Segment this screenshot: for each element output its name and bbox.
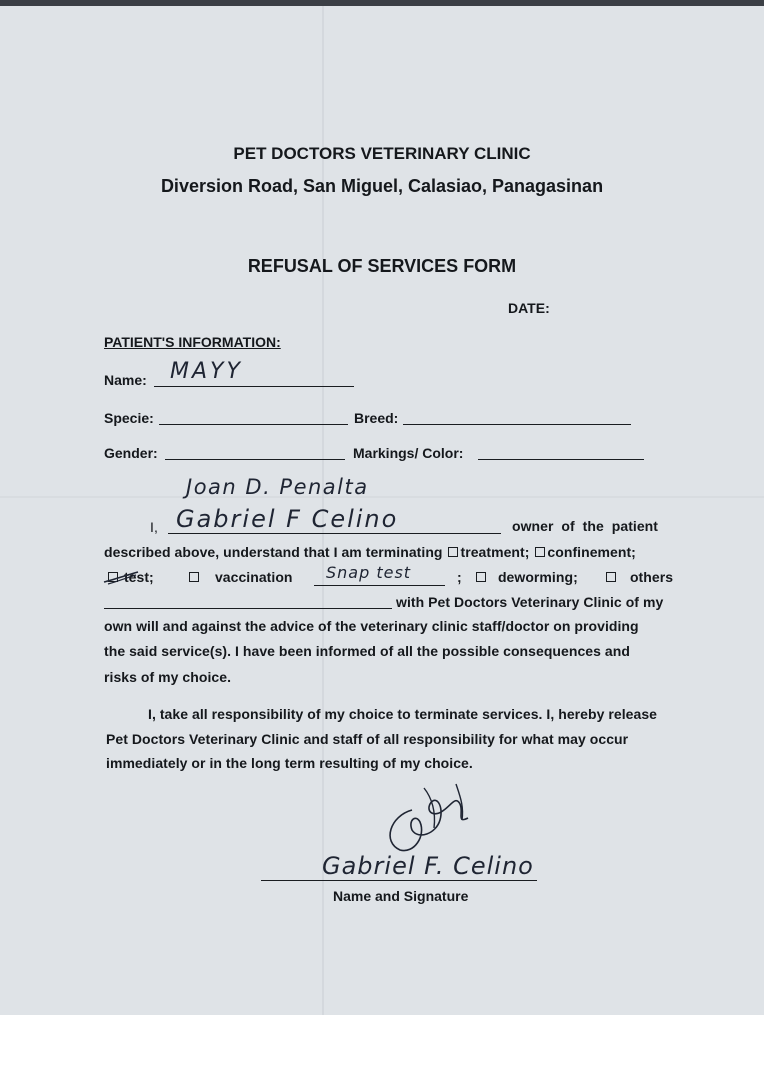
treatment-checkbox[interactable] (448, 547, 458, 557)
gender-field-line[interactable] (165, 459, 345, 460)
markings-label: Markings/ Color: (353, 445, 464, 461)
statement-line-5: own will and against the advice of the veterinary clinic staff/doctor on providing (104, 618, 639, 634)
statement-line-2 (104, 544, 636, 560)
clinic-address: Diversion Road, San Miguel, Calasiao, Panagasinan (160, 176, 604, 196)
owner-name-line[interactable] (168, 533, 501, 534)
deworming-option (474, 569, 578, 585)
gender-label: Gender: (104, 445, 158, 461)
statement-text: described above, understand that I am terminating (104, 544, 443, 560)
owner-name-handwritten-upper: Joan D. Penalta (186, 475, 369, 499)
statement-line-4: with Pet Doctors Veterinary Clinic of my (396, 594, 664, 610)
others-option (604, 569, 673, 585)
breed-label: Breed: (354, 410, 399, 426)
markings-field-line[interactable] (478, 459, 644, 460)
treatment-option-label: treatment; (460, 544, 530, 560)
form-title: REFUSAL OF SERVICES FORM (247, 256, 517, 276)
breed-field-line[interactable] (403, 424, 631, 425)
vaccination-line[interactable] (314, 585, 445, 586)
release-line-3: immediately or in the long term resulting of my choice. (106, 755, 473, 771)
signature-line[interactable] (261, 880, 537, 881)
owner-suffix: owner of the patient (512, 518, 658, 534)
vaccination-option-label: vaccination (214, 569, 293, 585)
confinement-option-label: confinement; (547, 544, 636, 560)
statement-line-6: the said service(s). I have been informed of all the possible consequences and (104, 643, 630, 659)
others-line[interactable] (104, 608, 392, 609)
signature-handwritten-name: Gabriel F. Celino (322, 852, 534, 880)
name-handwritten: MAYY (170, 359, 243, 384)
statement-line-7: risks of my choice. (104, 669, 232, 685)
name-label: Name: (104, 372, 147, 388)
release-line-2: Pet Doctors Veterinary Clinic and staff of all responsibility for what may occur (106, 731, 629, 747)
vaccination-option (187, 569, 293, 585)
date-label: DATE: (508, 300, 550, 316)
signature-scribble (360, 776, 490, 856)
vaccination-checkbox[interactable] (189, 572, 199, 582)
signature-label: Name and Signature (333, 888, 469, 904)
semicolon: ; (457, 569, 462, 585)
clinic-name: PET DOCTORS VETERINARY CLINIC (233, 144, 531, 163)
owner-name-handwritten: Gabriel F Celino (176, 505, 399, 533)
specie-field-line[interactable] (159, 424, 348, 425)
test-option-label: test; (123, 569, 154, 585)
confinement-checkbox[interactable] (535, 547, 545, 557)
deworming-checkbox[interactable] (476, 572, 486, 582)
release-line-1: I, take all responsibility of my choice to terminate services. I, hereby release (148, 706, 657, 722)
deworming-option-label: deworming; (497, 569, 578, 585)
others-checkbox[interactable] (606, 572, 616, 582)
patient-info-heading: PATIENT'S INFORMATION: (104, 334, 281, 350)
vaccination-handwritten: Snap test (326, 563, 412, 582)
test-check-mark (102, 566, 142, 588)
others-option-label: others (629, 569, 674, 585)
specie-label: Specie: (104, 410, 154, 426)
name-field-line[interactable] (154, 386, 354, 387)
owner-prefix: I, (150, 519, 158, 535)
